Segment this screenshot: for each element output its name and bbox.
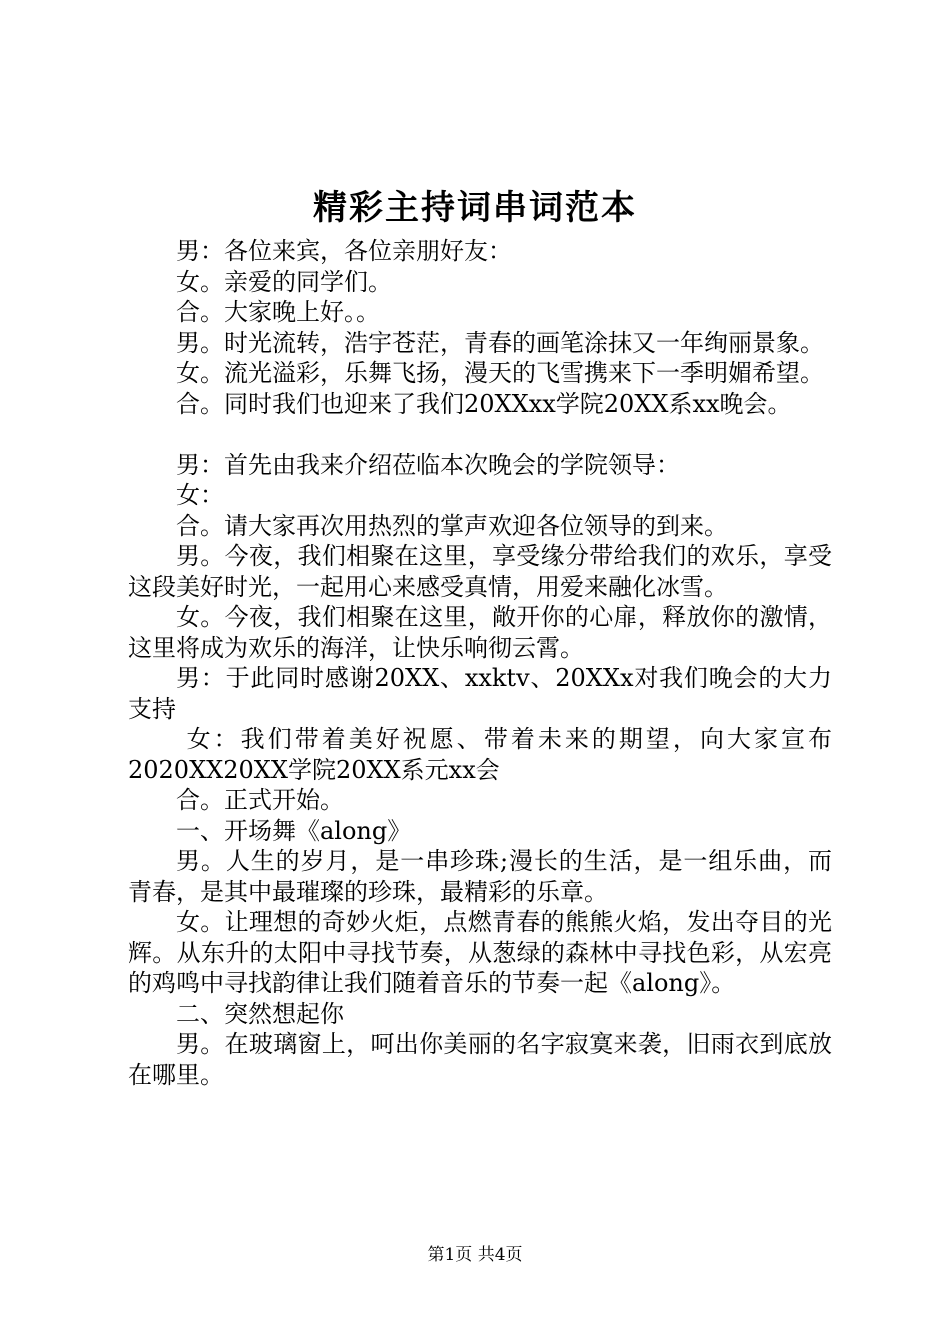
paragraph-11: 女。今夜，我们相聚在这里，敞开你的心扉，释放你的激情，这里将成为欢乐的海洋，让快乐响彻云霄。	[128, 603, 832, 662]
paragraph-5: 女。流光溢彩，乐舞飞扬，漫天的飞雪携来下一季明媚希望。	[176, 359, 824, 387]
paragraph-13: 女：我们带着美好祝愿、带着未来的期望，向大家宣布2020XX20XX学院20XX系元xx会	[128, 725, 832, 784]
paragraph-3: 合。大家晚上好。。	[176, 298, 380, 326]
paragraph-2: 女。亲爱的同学们。	[176, 267, 392, 296]
paragraph-10: 男。今夜，我们相聚在这里，享受缘分带给我们的欢乐，享受这段美好时光，一起用心来感受真情，用爱来融化冰雪。	[128, 542, 832, 601]
document-title: 精彩主持词串词范本	[313, 188, 637, 228]
paragraph-1: 男：各位来宾，各位亲朋好友：	[176, 237, 512, 265]
paragraph-14: 合。正式开始。	[176, 786, 344, 814]
paragraph-4: 男。时光流转，浩宇苍茫，青春的画笔涂抹又一年绚丽景象。	[176, 328, 824, 357]
document-body	[128, 236, 832, 1090]
section-heading-1: 一、开场舞《along》	[176, 816, 412, 845]
paragraph-9: 合。请大家再次用热烈的掌声欢迎各位领导的到来。	[176, 511, 728, 540]
paragraph-7: 男：首先由我来介绍莅临本次晚会的学院领导：	[176, 450, 680, 479]
paragraph-8: 女：	[176, 481, 224, 509]
page-footer: 第1页 共4页	[427, 1245, 523, 1265]
section-heading-2: 二、突然想起你	[176, 999, 344, 1028]
paragraph-16: 女。让理想的奇妙火炬，点燃青春的熊熊火焰，发出夺目的光辉。从东升的太阳中寻找节奏，从葱绿的森林中寻找色彩，从宏亮的鸡鸣中寻找韵律让我们随着音乐的节奏一起《along》。	[128, 908, 832, 997]
blank-line	[128, 419, 832, 450]
paragraph-15: 男。人生的岁月，是一串珍珠;漫长的生活，是一组乐曲，而青春，是其中最璀璨的珍珠，最精彩的乐章。	[128, 847, 832, 906]
paragraph-12: 男：于此同时感谢20XX、xxktv、20XXx对我们晚会的大力支持	[128, 664, 832, 723]
paragraph-17: 男。在玻璃窗上，呵出你美丽的名字寂寞来袭，旧雨衣到底放在哪里。	[128, 1030, 832, 1089]
paragraph-6: 合。同时我们也迎来了我们20XXxx学院20XX系xx晚会。	[176, 389, 792, 418]
